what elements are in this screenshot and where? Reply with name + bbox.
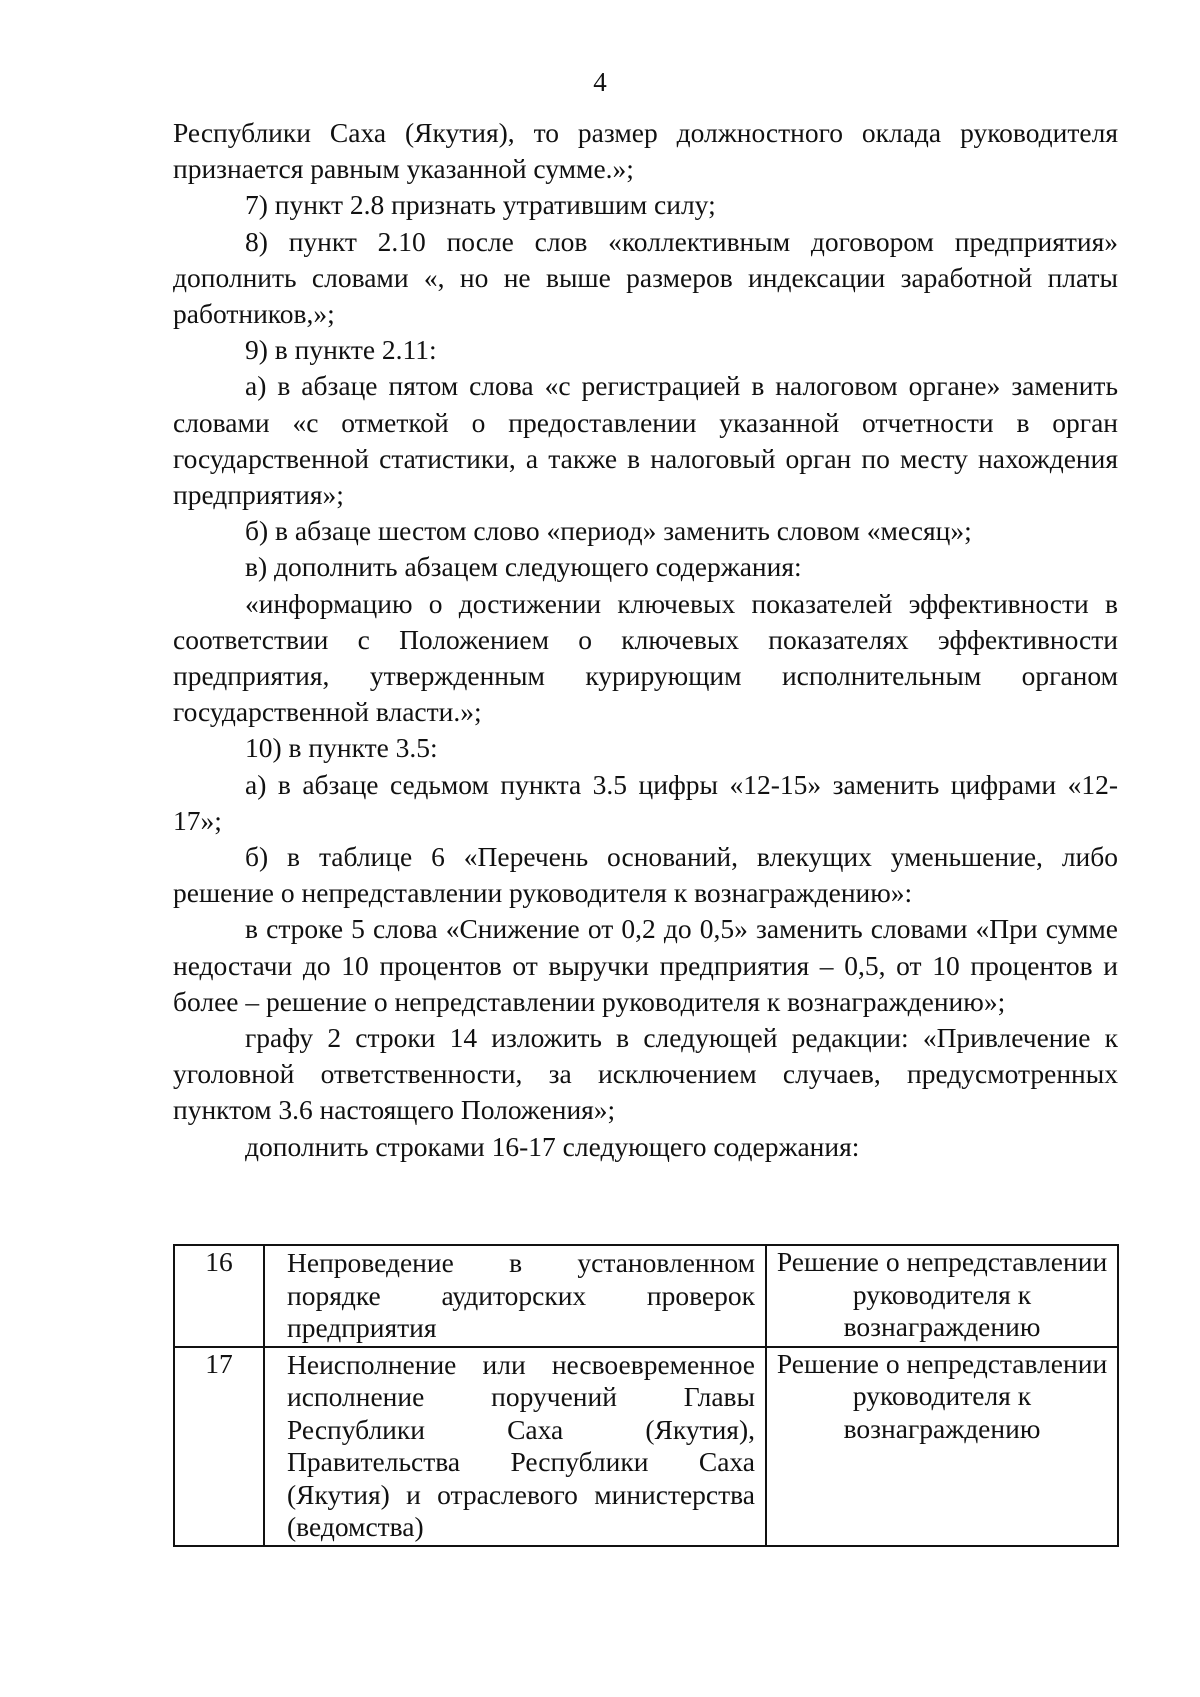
paragraph: в строке 5 слова «Снижение от 0,2 до 0,5» заменить словами «При сумме недостачи до 10 процентов от выручки предприятия – 0,5, от 10 процентов и более – решение о непредставлении руководителя к вознаграждению»; (173, 913, 1118, 1017)
paragraph: «информацию о достижении ключевых показателей эффективности в соответствии с Положением о ключевых показателях эффективности предприятия, утвержденным курирующим исполнительным органом государственной власти.»; (173, 587, 1118, 728)
paragraph: 7) пункт 2.8 признать утратившим силу; (245, 189, 716, 221)
table-row (174, 1245, 1118, 1347)
paragraph: а) в абзаце пятом слова «с регистрацией в налоговом органе» заменить словами «с отметкой о предоставлении указанной отчетности в орган государственной статистики, а также в налоговый орган по месту нахождения предприятия»; (173, 370, 1118, 511)
result-cell: Решение о непредставлении руководителя к вознаграждению (766, 1347, 1118, 1546)
page-number: 4 (593, 67, 607, 97)
paragraph: дополнить строками 16-17 следующего содержания: (245, 1130, 860, 1162)
paragraph: 9) в пункте 2.11: (245, 334, 437, 366)
row-number-cell: 16 (174, 1245, 264, 1347)
paragraph: графу 2 строки 14 изложить в следующей редакции: «Привлечение к уголовной ответственности, за исключением случаев, предусмотренных пунктом 3.6 настоящего Положения»; (173, 1022, 1118, 1126)
paragraph: в) дополнить абзацем следующего содержания: (245, 551, 802, 583)
paragraph: Республики Саха (Якутия), то размер должностного оклада руководителя признается равным указанной сумме.»; (173, 117, 1118, 185)
table-row (174, 1347, 1118, 1546)
row-number-cell: 17 (174, 1347, 264, 1546)
paragraph: 8) пункт 2.10 после слов «коллективным договором предприятия» дополнить словами «, но не выше размеров индексации заработной платы работников,»; (173, 225, 1118, 330)
document-body (173, 115, 1118, 1165)
paragraph: б) в таблице 6 «Перечень оснований, влекущих уменьшение, либо решение о непредставлении руководителя к вознаграждению»: (173, 841, 1118, 909)
additional-rows-table (173, 1244, 1119, 1547)
paragraph: а) в абзаце седьмом пункта 3.5 цифры «12-15» заменить цифрами «12-17»; (173, 768, 1118, 836)
reason-cell: Неисполнение или несвоевременное исполнение поручений Главы Республики Саха (Якутия), Правительства Республики Саха (Якутия) и отраслевого министерства (ведомства) (264, 1347, 766, 1546)
reason-cell: Непроведение в установленном порядке аудиторских проверок предприятия (264, 1245, 766, 1347)
result-cell: Решение о непредставлении руководителя к вознаграждению (766, 1245, 1118, 1347)
paragraph: 10) в пункте 3.5: (245, 732, 438, 764)
paragraph: б) в абзаце шестом слово «период» заменить словом «месяц»; (245, 515, 972, 547)
